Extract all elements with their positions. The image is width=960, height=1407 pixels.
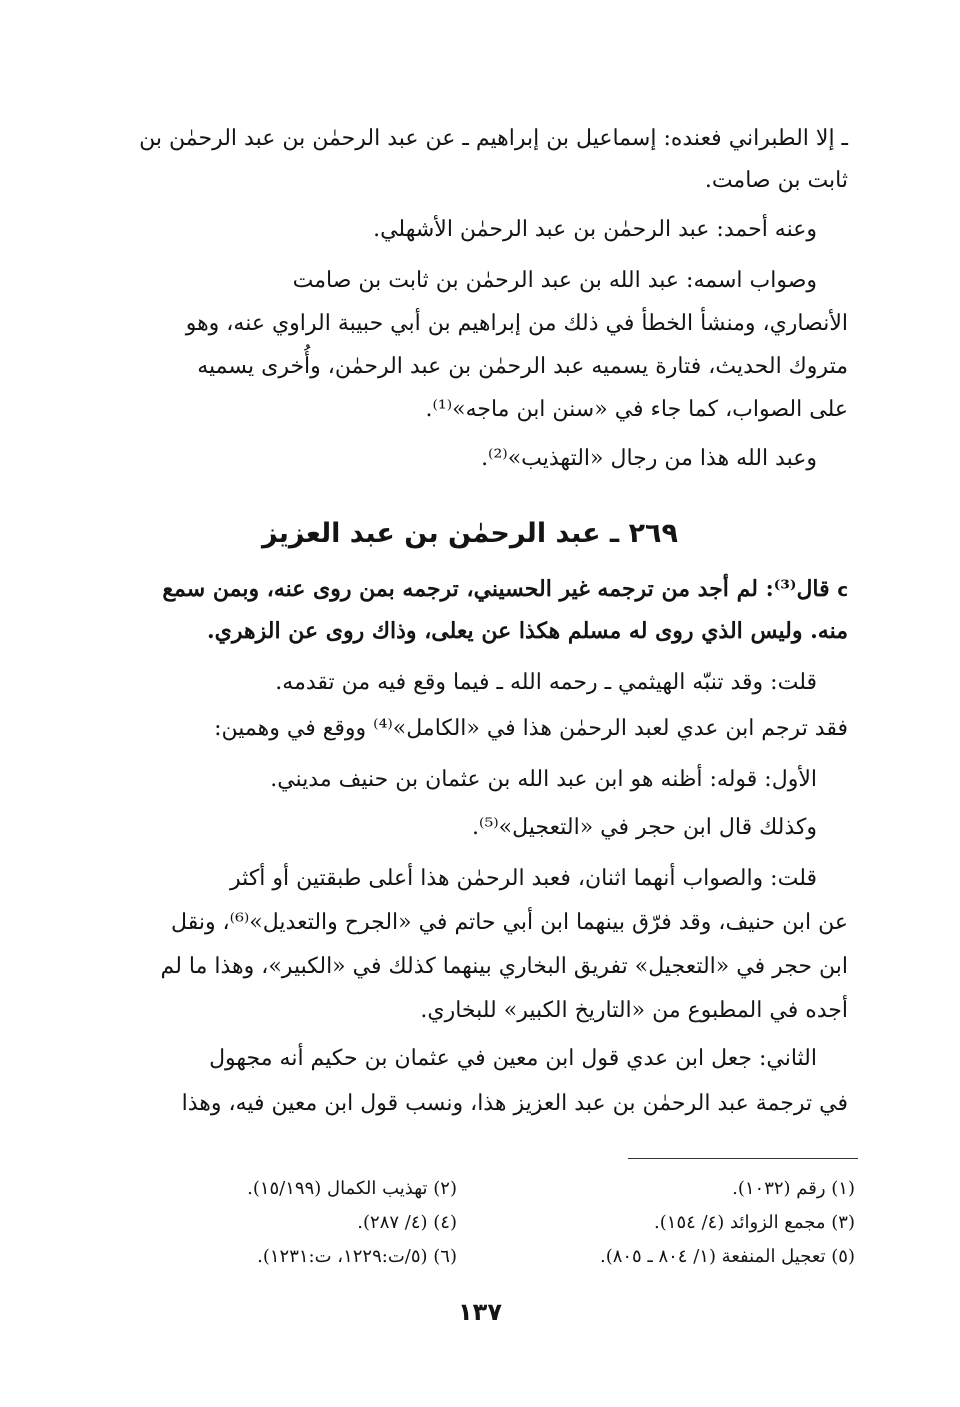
paragraph-line: وصواب اسمه: عبد الله بن عبد الرحمٰن بن ثابت بن صامت [292,268,817,293]
footnote: (٦) (٥/ت:١٢٢٩، ت:١٢٣١). [257,1246,457,1267]
paragraph-line: قلت: وقد تنبّه الهيثمي ـ رحمه الله ـ فيما وقع فيه من تقدمه. [275,670,817,695]
paragraph-line: أجده في المطبوع من «التاريخ الكبير» للبخاري. [420,998,848,1023]
paragraph-line: ـ إلا الطبراني فعنده: إسماعيل بن إبراهيم ـ عن عبد الرحمٰن بن عبد الرحمٰن بن [139,126,848,151]
paragraph-line: عن ابن حنيف، وقد فرّق بينهما ابن أبي حاتم في «الجرح والتعديل»⁽⁶⁾، ونقل [171,910,848,935]
footnote: (٣) مجمع الزوائد (٤/ ١٥٤). [654,1212,855,1233]
page-number: ١٣٧ [458,1298,502,1326]
footnote: (٥) تعجيل المنفعة (١/ ٨٠٤ ـ ٨٠٥). [599,1246,855,1267]
paragraph-line: متروك الحديث، فتارة يسميه عبد الرحمٰن بن عبد الرحمٰن، وأُخرى يسميه [197,354,848,379]
bullet-icon: c [837,580,848,601]
paragraph-line: ابن حجر في «التعجيل» تفريق البخاري بينهما كذلك في «الكبير»، وهذا ما لم [160,954,848,979]
quote-text: قال⁽³⁾: لم أجد من ترجمه غير الحسيني، ترجمه بمن روى عنه، وبمن سمع [162,576,830,602]
paragraph-line: على الصواب، كما جاء في «سنن ابن ماجه»⁽¹⁾. [425,397,848,422]
footnote-divider [628,1158,858,1159]
footnote: (٢) تهذيب الكمال (١٥/١٩٩). [247,1178,457,1199]
paragraph-line: وكذلك قال ابن حجر في «التعجيل»⁽⁵⁾. [472,815,817,840]
paragraph-line: في ترجمة عبد الرحمٰن بن عبد العزيز هذا، ونسب قول ابن معين فيه، وهذا [181,1091,848,1116]
paragraph-line: الثاني: جعل ابن عدي قول ابن معين في عثمان بن حكيم أنه مجهول [209,1046,817,1071]
paragraph-line: الأول: قوله: أظنه هو ابن عبد الله بن عثمان بن حنيف مديني. [270,767,817,792]
paragraph-line: الأنصاري، ومنشأ الخطأ في ذلك من إبراهيم بن أبي حبيبة الراوي عنه، وهو [185,311,848,336]
paragraph-line: فقد ترجم ابن عدي لعبد الرحمٰن هذا في «الكامل»⁽⁴⁾ ووقع في وهمين: [214,716,848,741]
paragraph-line: قلت: والصواب أنهما اثنان، فعبد الرحمٰن هذا أعلى طبقتين أو أكثر [230,866,817,891]
paragraph-line: وعبد الله هذا من رجال «التهذيب»⁽²⁾. [481,446,817,471]
quote-line [162,578,848,600]
entry-heading: ٢٦٩ ـ عبد الرحمٰن بن عبد العزيز [261,518,679,549]
paragraph-line: ثابت بن صامت. [704,168,848,193]
footnote: (١) رقم (١٠٣٢). [732,1178,855,1199]
paragraph-line: وعنه أحمد: عبد الرحمٰن بن عبد الرحمٰن الأشهلي. [373,217,817,242]
quote-line: منه. وليس الذي روى له مسلم هكذا عن يعلى، وذاك روى عن الزهري. [206,618,848,644]
footnote: (٤) (٤/ ٢٨٧). [357,1212,457,1233]
